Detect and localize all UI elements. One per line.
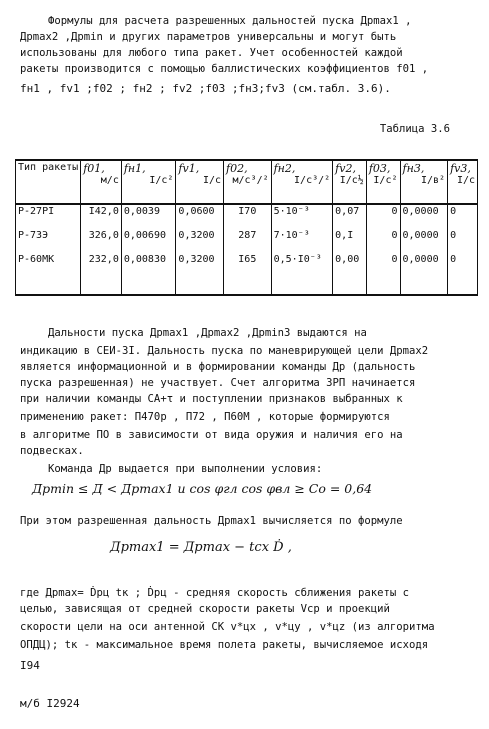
table-header-cell: fн3, I/в² <box>400 160 448 204</box>
table-header-cell: fv3, I/c <box>448 160 478 204</box>
table-cell: 0,0000 <box>400 253 448 295</box>
table-cell: 0 <box>366 229 400 253</box>
table-cell: Р-73Э <box>16 229 81 253</box>
table-header-cell: f03, I/c² <box>366 160 400 204</box>
paragraph2-line: пуска разрешенная) не участвует. Счет алгоритма ЗРП начинается <box>20 377 416 389</box>
table-cell: 0,0600 <box>176 204 224 229</box>
table-cell: 0,07 <box>333 204 367 229</box>
range-formula: Дрmax1 = Дрmax − tcx Ḋ , <box>110 540 292 555</box>
table-cell: 0 <box>366 204 400 229</box>
table-cell: 0 <box>448 253 478 295</box>
table-cell: 0,I <box>333 229 367 253</box>
paragraph2-line: при наличии команды СА+τ и поступлении признаков выбранных к <box>20 393 403 405</box>
table-cell: 287 <box>224 229 272 253</box>
footer-code: м/б I2924 <box>20 697 80 710</box>
table-cell: 0,00 <box>333 253 367 295</box>
formula-intro-line: При этом разрешенная дальность Дрmax1 вычисляется по формуле <box>20 515 403 527</box>
table-cell: 0 <box>448 204 478 229</box>
table-cell: 0,0000 <box>400 204 448 229</box>
table-cell: I70 <box>224 204 272 229</box>
table-header-cell: f02, м/с³/² <box>224 160 272 204</box>
table-cell: 326,0 <box>81 229 122 253</box>
table-cell: 0,00690 <box>121 229 176 253</box>
parameters-table <box>15 159 478 296</box>
table-cell: 0,0039 <box>121 204 176 229</box>
paragraph1-line: Дрmax2 ,Дрmin и других параметров универсальны и могут быть <box>20 31 397 43</box>
table-row <box>16 229 478 253</box>
table-cell: Р-27РI <box>16 204 81 229</box>
table-cell: Р-60МК <box>16 253 81 295</box>
table-cell: 7·10⁻³ <box>271 229 333 253</box>
paragraph3-line: целью, зависящая от средней скорости ракеты Vср и проекций <box>20 603 390 615</box>
table-cell: 0 <box>366 253 400 295</box>
paragraph2-line: применению ракет: П470р , П72 , П60М , которые формируются <box>20 411 390 423</box>
table-header-cell: f01, м/с <box>81 160 122 204</box>
table-caption: Таблица 3.6 <box>379 123 450 135</box>
paragraph2-line: Дальности пуска Дрmax1 ,Дрmax2 ,Дрmin3 выдаются на <box>48 327 367 339</box>
table-cell: 0,3200 <box>176 229 224 253</box>
table-cell: 0,00830 <box>121 253 176 295</box>
table-cell: I42,0 <box>81 204 122 229</box>
paragraph1-line: fн1 , fv1 ;f02 ; fн2 ; fv2 ;f03 ;fн3;fv3 (см.табл. 3.6). <box>20 82 391 95</box>
table-cell: 0,5·I0⁻³ <box>271 253 333 295</box>
paragraph2-line: индикацию в СЕИ-3I. Дальность пуска по маневрирующей цели Дрmax2 <box>20 345 429 357</box>
paragraph2-line: подвесках. <box>20 445 84 457</box>
table-header-cell: fv1, I/c <box>176 160 224 204</box>
paragraph3-line: скорости цели на оси антенной СК v*цх , v*цу , v*цz (из алгоритма <box>20 621 435 633</box>
command-line: Команда Др выдается при выполнении условия: <box>48 463 323 475</box>
table-header-cell: fн1, I/c² <box>121 160 176 204</box>
table-cell: 0,0000 <box>400 229 448 253</box>
table-cell: 0,3200 <box>176 253 224 295</box>
table-cell: 5·10⁻³ <box>271 204 333 229</box>
table-row <box>16 204 478 229</box>
table-header-row <box>16 160 478 204</box>
condition-formula: Дрmin ≤ Д < Дрmax1 и cos φгл cos φвл ≥ Co = 0,64 <box>32 481 373 496</box>
paragraph2-line: в алгоритме ПО в зависимости от вида оружия и наличия его на <box>20 429 403 441</box>
paragraph1-line: Формулы для расчета разрешенных дальностей пуска Дрmax1 , <box>48 15 412 27</box>
page-number: I94 <box>20 659 40 672</box>
table-cell: 232,0 <box>81 253 122 295</box>
paragraph2-line: является информационной и в формировании команды Др (дальность <box>20 361 416 373</box>
table-header-cell: fн2, I/c³/² <box>271 160 333 204</box>
table-cell: 0 <box>448 229 478 253</box>
paragraph3-line: где Дрmax= Ḋрц tк ; Ḋрц - средняя скорость сближения ракеты с <box>20 587 410 599</box>
table-cell: I65 <box>224 253 272 295</box>
paragraph3-line: ОПДЦ); tк - максимальное время полета ракеты, вычисляемое исходя <box>20 639 429 651</box>
paragraph1-line: использованы для любого типа ракет. Учет особенностей каждой <box>20 47 403 59</box>
paragraph1-line: ракеты производится с помощью баллистических коэффициентов f01 , <box>20 63 429 75</box>
table-row <box>16 253 478 295</box>
table-header-cell: fv2, I/c½ <box>333 160 367 204</box>
table-header-cell: Тип ракеты <box>16 160 81 204</box>
